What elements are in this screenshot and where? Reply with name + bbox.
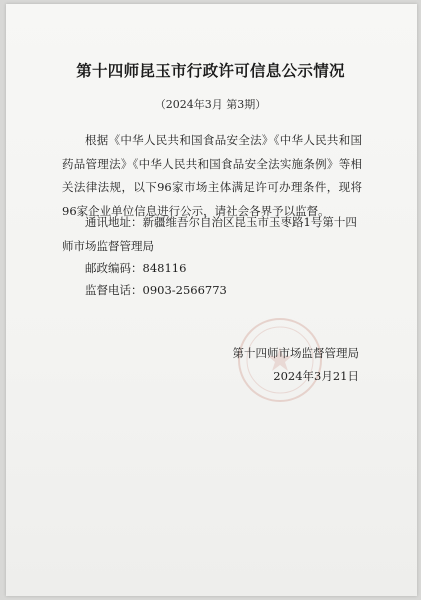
document-title: 第十四师昆玉市行政许可信息公示情况 [76,61,345,80]
issue-number: （2024年3月 第3期） [154,98,267,111]
supervision-phone: 监督电话：0903-2566773 [85,283,227,297]
mailing-address: 通讯地址：新疆维吾尔自治区昆玉市玉枣路1号第十四师市场监督管理局 [62,215,357,253]
issuing-authority: 第十四师市场监督管理局 [232,346,359,360]
signature-block [233,342,360,388]
issue-date: 2024年3月21日 [273,369,359,383]
document-page [6,4,417,596]
main-paragraph: 根据《中华人民共和国食品安全法》《中华人民共和国药品管理法》《中华人民共和国食品安全法实施条例》等相关法律法规，以下96家市场主体满足许可办理条件，现将96家企业单位信息进行公示，请社会各界予以监督。 [62,133,362,218]
postal-code: 邮政编码：848116 [85,261,187,275]
